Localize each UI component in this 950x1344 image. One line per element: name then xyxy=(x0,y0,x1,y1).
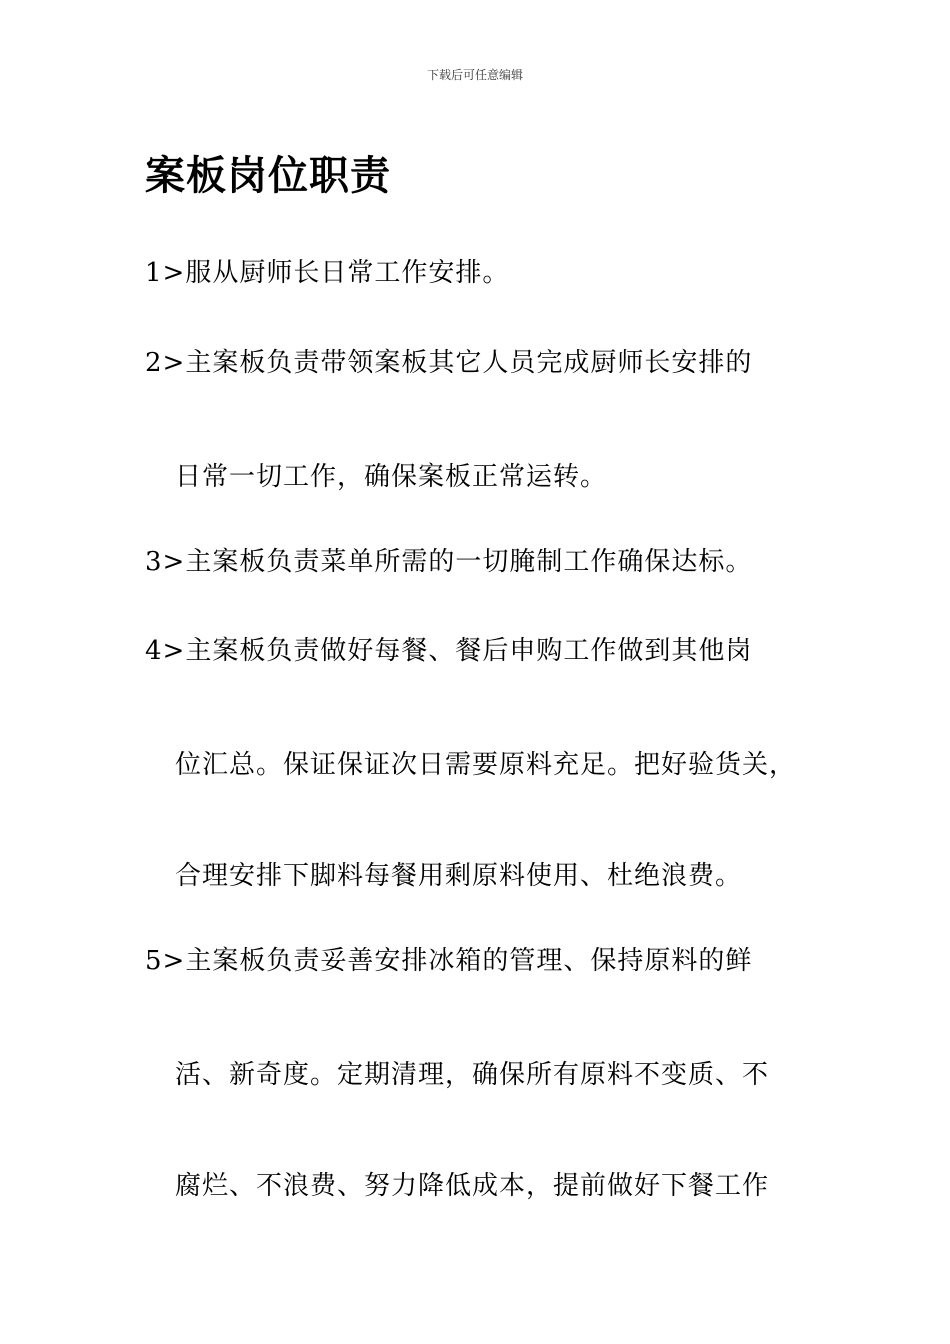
duty-item-3: 3>主案板负责菜单所需的一切腌制工作确保达标。 xyxy=(145,547,753,577)
header-note: 下载后可任意编辑 xyxy=(426,68,523,82)
duty-item-5-continuation-1: 活、新奇度。定期清理，确保所有原料不变质、不 xyxy=(175,1060,770,1090)
duty-item-4-continuation-2: 合理安排下脚料每餐用剩原料使用、杜绝浪费。 xyxy=(175,861,743,891)
duty-item-5: 5>主案板负责妥善安排冰箱的管理、保持原料的鲜 xyxy=(145,946,753,976)
duty-item-4-continuation-1: 位汇总。保证保证次日需要原料充足。把好验货关， xyxy=(175,750,797,780)
duty-item-2: 2>主案板负责带领案板其它人员完成厨师长安排的 xyxy=(145,348,753,378)
duty-item-4: 4>主案板负责做好每餐、餐后申购工作做到其他岗 xyxy=(145,636,753,666)
duty-item-5-continuation-2: 腐烂、不浪费、努力降低成本，提前做好下餐工作 xyxy=(175,1171,770,1201)
duty-item-2-continuation: 日常一切工作，确保案板正常运转。 xyxy=(175,462,608,492)
duty-item-1: 1>服从厨师长日常工作安排。 xyxy=(145,258,510,288)
document-title: 案板岗位职责 xyxy=(145,152,391,199)
